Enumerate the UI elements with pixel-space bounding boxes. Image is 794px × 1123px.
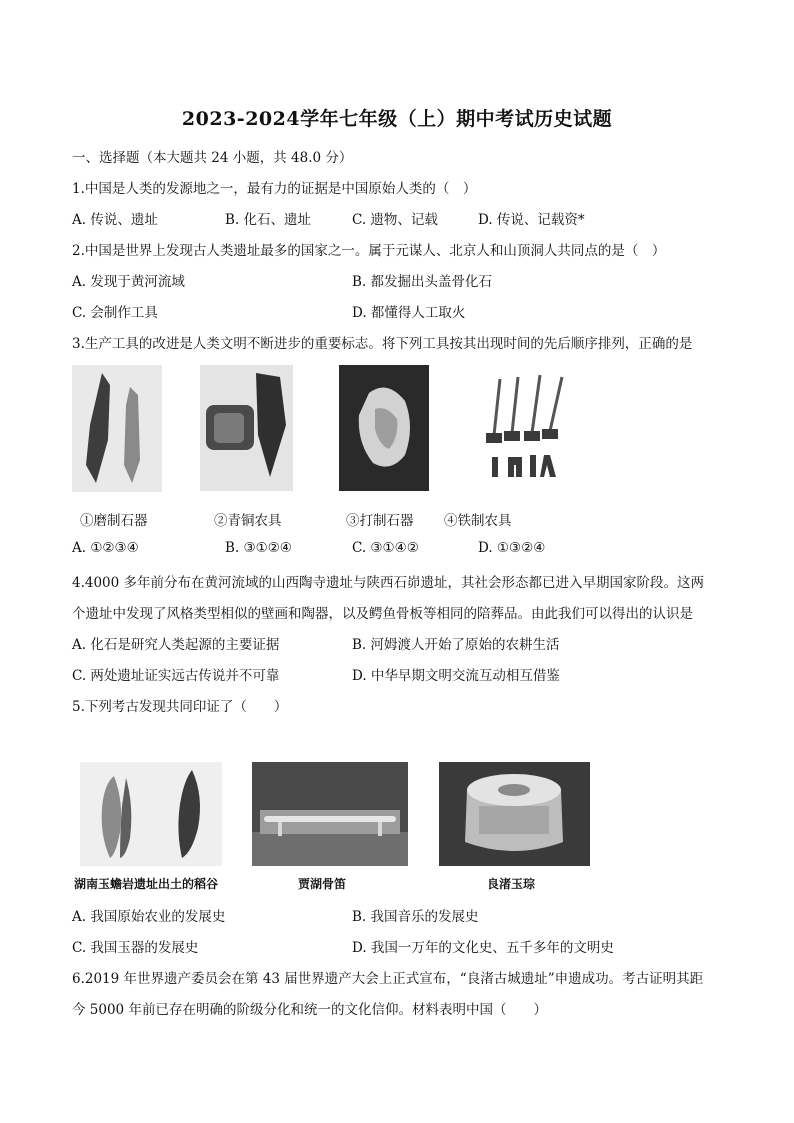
option-c: C. 我国玉器的发展史	[72, 940, 199, 956]
liangzhu-jade-cong-photo	[439, 762, 590, 866]
exam-title: 2023-2024学年七年级（上）期中考试历史试题	[181, 108, 613, 130]
question-2-stem: 2.中国是世界上发现古人类遗址最多的国家之一。属于元谋人、北京人和山顶洞人共同点的是（ ）	[72, 243, 666, 259]
option-a: A. 传说、遗址	[72, 212, 158, 228]
option-a: A. 化石是研究人类起源的主要证据	[72, 637, 280, 653]
question-4-stem-line2: 个遗址中发现了风格类型相似的壁画和陶器，以及鳄鱼骨板等相同的陪葬品。由此我们可以得出的认识是	[72, 606, 693, 622]
iron-farm-tools-photo	[478, 365, 573, 491]
question-6-stem-line2: 今 5000 年前已存在明确的阶级分化和统一的文化信仰。材料表明中国（ ）	[72, 1002, 547, 1018]
caption-polished-stone-tools: ①磨制石器	[80, 513, 148, 529]
option-b: B. 河姆渡人开始了原始的农耕生活	[352, 637, 560, 653]
question-2-options-row2	[72, 301, 752, 321]
option-d: D. 我国一万年的文化史、五千多年的文明史	[352, 940, 614, 956]
question-2-options-row1	[72, 270, 752, 290]
caption-rice-grain: 湖南玉蟾岩遗址出土的稻谷	[74, 877, 219, 891]
option-d: D. ①③②④	[478, 540, 546, 556]
question-5-options-row2	[72, 936, 752, 956]
section-heading: 一、选择题（本大题共 24 小题，共 48.0 分）	[72, 150, 353, 166]
chipped-stone-tool-photo	[339, 365, 429, 491]
option-c: C. 遗物、记载	[352, 212, 438, 228]
caption-iron-farm-tools: ④铁制农具	[444, 513, 512, 529]
caption-bronze-farm-tools: ②青铜农具	[214, 513, 282, 529]
question-4-options-row2	[72, 664, 752, 684]
jiahu-bone-flute-photo	[252, 762, 408, 866]
option-a: A. 我国原始农业的发展史	[72, 909, 226, 925]
polished-stone-tools-photo	[72, 365, 162, 492]
option-a: A. ①②③④	[72, 540, 139, 556]
option-c: C. 两处遗址证实远古传说并不可靠	[72, 668, 280, 684]
option-b: B. 都发掘出头盖骨化石	[352, 274, 493, 290]
caption-jade-cong: 良渚玉琮	[487, 877, 536, 891]
question-3-options	[72, 540, 752, 560]
question-1-stem: 1.中国是人类的发源地之一，最有力的证据是中国原始人类的（ ）	[72, 181, 477, 197]
option-c: C. 会制作工具	[72, 305, 158, 321]
caption-bone-flute: 贾湖骨笛	[298, 877, 347, 891]
option-d: D. 中华早期文明交流互动相互借鉴	[352, 668, 560, 684]
question-3-stem: 3.生产工具的改进是人类文明不断进步的重要标志。将下列工具按其出现时间的先后顺序排列，正确的是	[72, 336, 693, 352]
option-d: D. 传说、记载资*	[478, 212, 585, 228]
option-b: B. 化石、遗址	[225, 212, 312, 228]
question-5-options-row1	[72, 905, 752, 925]
question-5-stem: 5.下列考古发现共同印证了（ ）	[72, 699, 288, 715]
question-4-options-row1	[72, 633, 752, 653]
bronze-farm-tools-photo	[200, 365, 293, 491]
option-d: D. 都懂得人工取火	[352, 305, 466, 321]
option-b: B. 我国音乐的发展史	[352, 909, 479, 925]
question-4-stem-line1: 4.4000 多年前分布在黄河流域的山西陶寺遗址与陕西石峁遗址，其社会形态都已进入早期国家阶段。这两	[72, 575, 705, 591]
option-b: B. ③①②④	[225, 540, 292, 556]
caption-chipped-stone-tools: ③打制石器	[346, 513, 414, 529]
question-6-stem-line1: 6.2019 年世界遗产委员会在第 43 届世界遗产大会上正式宣布，“良渚古城遗址”申遗成功。考古证明其距	[72, 971, 704, 987]
option-a: A. 发现于黄河流域	[72, 274, 185, 290]
rice-grain-photo	[80, 762, 222, 866]
option-c: C. ③①④②	[352, 540, 419, 556]
question-1-options	[72, 208, 752, 228]
